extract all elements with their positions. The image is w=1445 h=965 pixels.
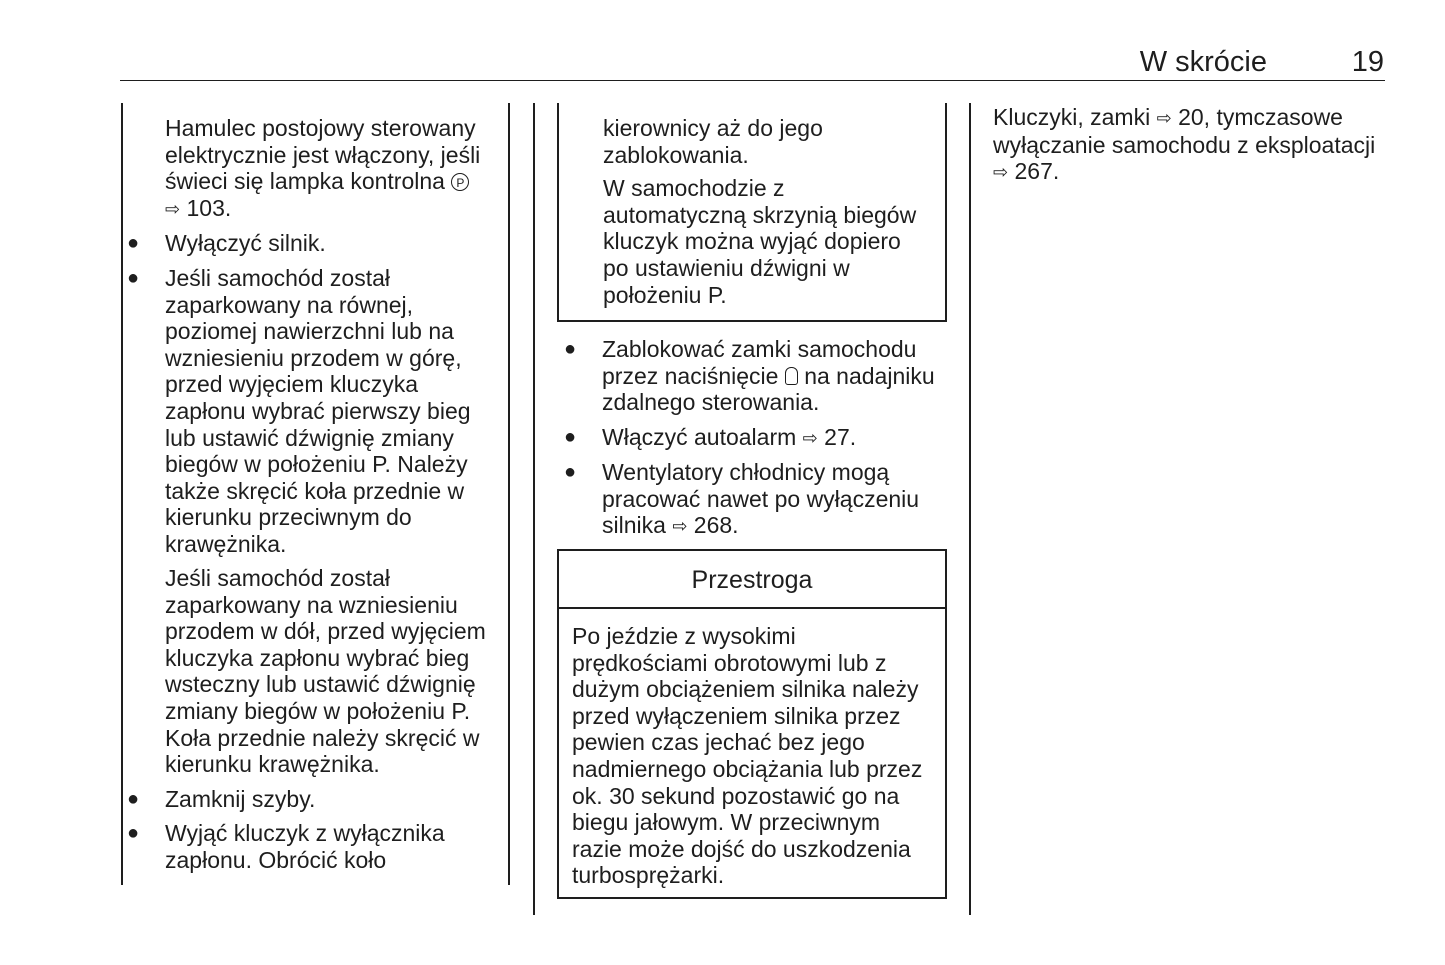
bullet-icon: ● [564, 426, 577, 448]
column1-right-border [508, 103, 510, 885]
bullet-icon: ● [127, 232, 140, 254]
page-ref-arrow-icon: ⇨ [993, 162, 1009, 183]
column1-left-border [121, 103, 123, 885]
page-number: 19 [1351, 46, 1384, 78]
page-ref-link[interactable]: 268. [693, 512, 739, 539]
page-ref-link[interactable]: 267. [1014, 158, 1060, 185]
page-ref-arrow-icon: ⇨ [165, 198, 181, 219]
list-item: ● Zablokować zamki samochodu przez naciśnięcie na nadajniku zdalnego sterowania. [564, 336, 935, 416]
page-ref-arrow-icon: ⇨ [1156, 108, 1172, 128]
page-ref-arrow-icon: ⇨ [672, 516, 688, 537]
list-item: ● Wyłączyć silnik. [127, 230, 326, 256]
continued-note-box: kierownicy aż do jego zablokowania. W samochodzie z automatyczną skrzynią biegów kluczyk można wyjąć dopiero po ustawieniu dźwigni w położeniu P. [557, 103, 947, 322]
lock-button-icon [785, 367, 798, 385]
list-item: ● Wyjąć kluczyk z wyłącznika zapłonu. Obrócić koło [127, 820, 445, 873]
page-header [120, 44, 1385, 81]
column-divider [533, 103, 535, 915]
bullet-icon: ● [127, 788, 140, 810]
list-item: ● Jeśli samochód został zaparkowany na równej, poziomej nawierzchni lub na wzniesieniu przodem w górę, przed wyjęciem kluczyka zapłonu wybrać pierwszy bieg lub ustawić dźwignię zmiany biegów w położeniu P. Należy także skręcić koła przednie w kierunku przeciwnym do krawężnika. [127, 265, 471, 557]
warning-box [557, 549, 947, 899]
list-item: ● Włączyć autoalarm ⇨ 27. [564, 424, 857, 450]
see-also-note: Kluczyki, zamki ⇨ 20, tymczasowe wyłączanie samochodu z eksploatacji ⇨ 267. [993, 104, 1376, 185]
page-ref-link[interactable]: 103. [186, 194, 232, 221]
list-item: ● Zamknij szyby. [127, 786, 316, 812]
warning-body: Po jeździe z wysokimi prędkościami obrotowymi lub z dużym obciążeniem silnika należy przed wyłączeniem silnika przez pewien czas jechać bez jego nadmiernego obciążania lub przez ok. 30 sekund pozostawić go na biegu jałowym. W przeciwnym razie może dojść do uszkodzenia turbosprężarki. [572, 623, 923, 889]
warning-title: Przestroga [559, 551, 945, 609]
section-title: W skrócie [1139, 46, 1267, 78]
bullet-icon: ● [564, 338, 577, 360]
column-divider [969, 103, 971, 915]
parking-brake-note: Hamulec postojowy sterowany elektrycznie jest włączony, jeśli świeci się lampka kontrolna P ⇨ 103. [165, 115, 481, 221]
bullet-icon: ● [564, 461, 577, 483]
page-ref-arrow-icon: ⇨ [802, 428, 818, 448]
page-ref-link[interactable]: 20, tymczasowe [1178, 104, 1343, 130]
bullet-icon: ● [127, 267, 140, 289]
list-item: ● Wentylatory chłodnicy mogą pracować nawet po wyłączeniu silnika ⇨ 268. [564, 459, 920, 539]
bullet-icon: ● [127, 822, 140, 844]
parking-brake-indicator-icon: P [451, 173, 469, 191]
page-ref-link[interactable]: 27. [824, 424, 857, 450]
downhill-parking-note: Jeśli samochód został zaparkowany na wzniesieniu przodem w dół, przed wyjęciem kluczyka zapłonu wybrać bieg wsteczny lub ustawić dźwignię zmiany biegów w położeniu P. Koła przednie należy skręcić w kierunku krawężnika. [165, 565, 486, 778]
